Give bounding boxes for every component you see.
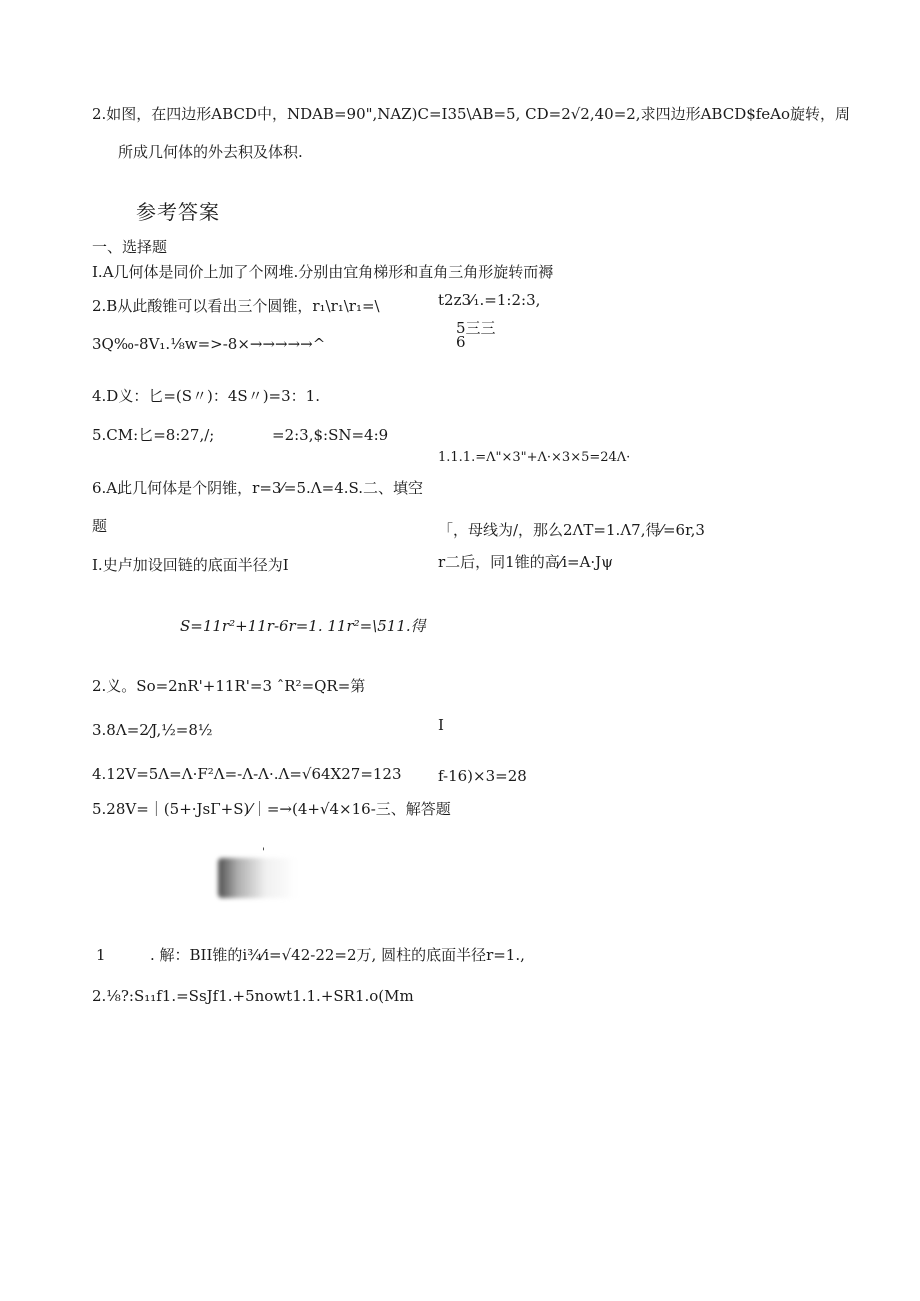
solution-1-text: . 解：BII锥的i¾⁄i=√42-22=2万, 圆柱的底面半径r=1., — [150, 946, 525, 964]
fill-answer-1-formula: S=11r²+11r-6r=1. 11r²=\511.得 — [180, 617, 426, 635]
fill-section-title-tail: 题 — [92, 517, 108, 535]
fill-answer-2: 2.义。So=2nR'+11R'=3 ˆR²=QR=第 — [92, 677, 366, 695]
problem-line-2: 所成几何体的外去积及体积. — [118, 143, 303, 161]
fill-answer-3-mark: I — [438, 716, 444, 734]
choice-answer-2: 2.B从此酸锥可以看出三个圆锥，r₁\r₁\r₁=\ — [92, 297, 380, 315]
choice-answer-5-ratio: =2:3,$:SN=4:9 — [272, 426, 389, 444]
solution-1-number: 1 — [96, 946, 106, 964]
choice-answer-5-formula: 1.1.1.=Λ"×3"+Λ·×3×5=24Λ· — [438, 450, 631, 465]
fill-answer-1: I.史卢加设回链的底面半径为I — [92, 556, 289, 574]
section-choice-title: 一、选择题 — [92, 238, 168, 256]
fill-answer-4-result: f-16)×3=28 — [438, 767, 527, 785]
choice-answer-1: I.A几何体是同价上加了个网堆.分别由宜角梯形和直角三角形旋转而褥 — [92, 263, 554, 281]
choice-answer-5: 5.CM:匕=8:27,/; — [92, 426, 215, 444]
smudge-image — [218, 858, 298, 898]
fill-answer-4: 4.12V=5Λ=Λ·F²Λ=-Λ-Λ·.Λ=√64X27=123 — [92, 765, 402, 783]
fill-answer-5: 5.28V=｜(5+·JsΓ+S)⁄｜=→(4+√4×16-三、解答题 — [92, 800, 451, 818]
fill-answer-1-height: r二后，同1锥的高⁄i=A·Jψ — [438, 553, 613, 571]
choice-answer-3-fraction-top: 5三三 — [456, 319, 496, 337]
problem-line-1: 2.如图，在四边形ABCD中，NDAB=90",NAZ)C=I35\AB=5, CD=2√2,40=2,求四边形ABCD$feAo旋转，周 — [92, 105, 851, 123]
choice-answer-6-note: 「，母线为/，那么2ΛT=1.Λ7,得⁄=6r,3 — [438, 521, 705, 539]
choice-answer-4: 4.D义：匕=(S〃)：4S〃)=3：1. — [92, 387, 320, 405]
choice-answer-3: 3Q‰-8V₁.⅛w=>-8×→→→→→^ — [92, 335, 326, 353]
choice-answer-3-fraction-bottom: 6 — [456, 333, 466, 351]
solution-2-text: 2.⅛?:S₁₁f1.=SsJf1.+5nowt1.1.+SR1.o(Mm — [92, 987, 414, 1005]
smudge-mark: ' — [262, 847, 265, 858]
answers-heading: 参考答案 — [136, 200, 220, 224]
choice-answer-2-ratio: t2z3⁄₁.=1:2:3, — [438, 291, 541, 309]
fill-answer-3: 3.8Λ=2⁄J,½=8½ — [92, 721, 213, 739]
choice-answer-6: 6.A此几何体是个阴锥，r=3⁄=5.Λ=4.S.二、填空 — [92, 479, 424, 497]
